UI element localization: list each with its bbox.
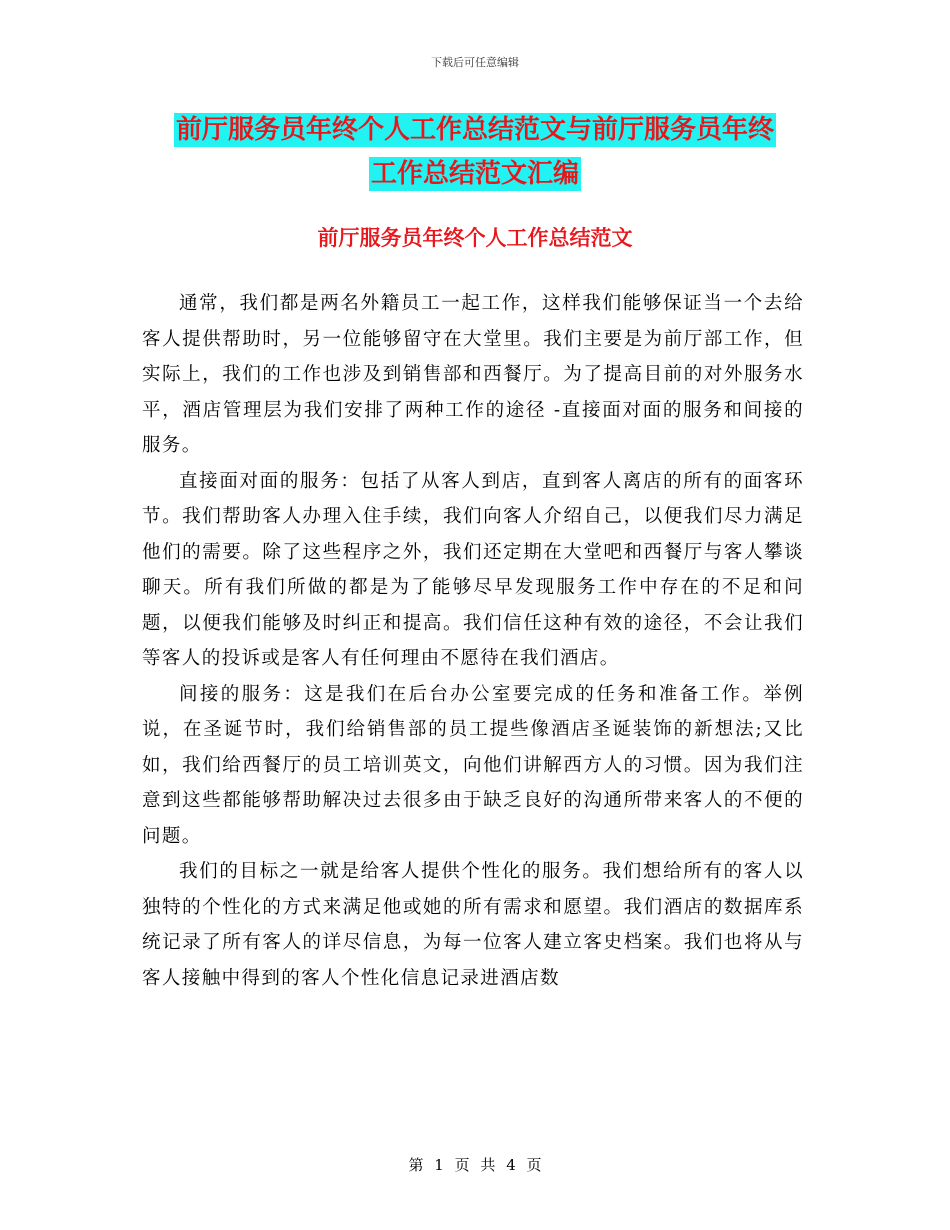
footer-page-word: 页 [454, 1156, 470, 1174]
document-title [150, 108, 800, 196]
footer-page-number: 1 [434, 1156, 444, 1174]
paragraph: 我们的目标之一就是给客人提供个性化的服务。我们想给所有的客人以独特的个性化的方式来满足他或她的所有需求和愿望。我们酒店的数据库系统记录了所有客人的详尽信息，为每一位客人建立客史档案。我们也将从与客人接触中得到的客人个性化信息记录进酒店数 [142, 861, 804, 989]
header-note: 下载后可任意编辑 [431, 56, 519, 69]
footer-total-pages: 4 [506, 1156, 516, 1174]
body-text [142, 286, 804, 996]
footer-total-word: 共 [480, 1156, 496, 1174]
footer-suffix: 页 [526, 1156, 542, 1174]
footer-prefix: 第 [408, 1156, 424, 1174]
page-footer [0, 1154, 950, 1175]
paragraph: 通常，我们都是两名外籍员工一起工作，这样我们能够保证当一个去给客人提供帮助时，另一位能够留守在大堂里。我们主要是为前厅部工作，但实际上，我们的工作也涉及到销售部和西餐厅。为了提高目前的对外服务水平，酒店管理层为我们安排了两种工作的途径 -直接面对面的服务和间接的服务。 [142, 293, 804, 456]
document-title-line-2: 工作总结范文汇编 [370, 159, 579, 189]
document-title-line-1: 前厅服务员年终个人工作总结范文与前厅服务员年终 [175, 115, 774, 145]
paragraph: 直接面对面的服务：包括了从客人到店，直到客人离店的所有的面客环节。我们帮助客人办理入住手续，我们向客人介绍自己，以便我们尽力满足他们的需要。除了这些程序之外，我们还定期在大堂吧和西餐厅与客人攀谈聊天。所有我们所做的都是为了能够尽早发现服务工作中存在的不足和问题，以便我们能够及时纠正和提高。我们信任这种有效的途径，不会让我们等客人的投诉或是客人有任何理由不愿待在我们酒店。 [142, 470, 804, 669]
section-title: 前厅服务员年终个人工作总结范文 [317, 226, 633, 250]
paragraph: 间接的服务：这是我们在后台办公室要完成的任务和准备工作。举例说，在圣诞节时，我们给销售部的员工提些像酒店圣诞装饰的新想法;又比如，我们给西餐厅的员工培训英文，向他们讲解西方人的习惯。因为我们注意到这些都能够帮助解决过去很多由于缺乏良好的沟通所带来客人的不便的问题。 [142, 683, 804, 847]
